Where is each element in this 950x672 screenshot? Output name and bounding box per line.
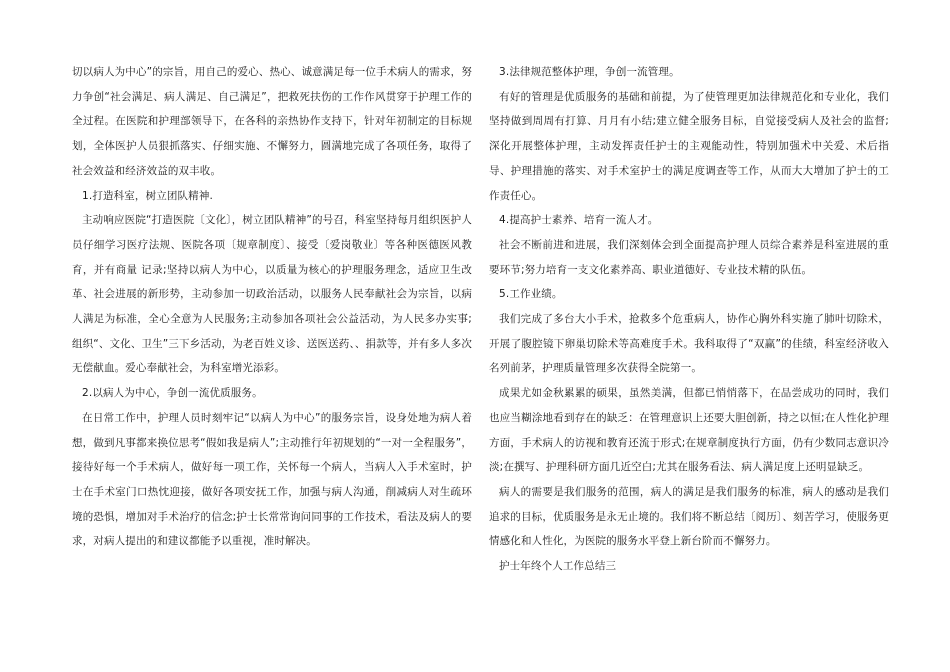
body-paragraph: 病人的需要是我们服务的范围，病人的满足是我们服务的标准，病人的感动是我们追求的目标，优质服务是永无止境的。我们将不断总结〔阅历〕、刻苦学习，使服务更情感化和人性化，为医院的服务水平登上新台阶而不懈努力。	[489, 485, 889, 548]
section-heading-1: 1.打造科室，树立团队精神.	[82, 189, 213, 202]
body-paragraph: 在日常工作中，护理人员时刻牢记“以病人为中心”的服务宗旨，设身处地为病人着想，做到凡事都来换位思考“假如我是病人”;主动推行年初规划的“一对一全程服务”，接待好每一个手术病人，做好每一项工作，关怀每一个病人，当病人入手术室时，护士在手术室门口热忱迎接，做好各项安抚工作，加强与病人沟通，削减病人对生疏环境的恐惧，增加对手术治疗的信念;护士长常常询问同事的工作技术，看法及病人的要求，对病人提出的和建议都能予以重视，准时解决。	[72, 411, 472, 548]
body-paragraph: 社会不断前进和进展，我们深刻体会到全面提高护理人员综合素养是科室进展的重要环节;努力培育一支文化素养高、职业道德好、专业技术精的队伍。	[489, 238, 889, 276]
section-heading-4: 4.提高护士素养、培育一流人才。	[499, 214, 659, 227]
body-paragraph: 有好的管理是优质服务的基础和前提，为了使管理更加法律规范化和专业化，我们坚持做到周周有打算、月月有小结;建立健全服务目标，自觉接受病人及社会的监督;深化开展整体护理，主动发挥责任护士的主观能动性，特别加强术中关爱、术后指导、护理措施的落实、对手术室护士的满足度调查等工作，从而大大增加了护士的工作责任心。	[489, 90, 889, 202]
body-paragraph: 成果尤如金秋累累的硕果，虽然美满，但都已悄悄落下，在品尝成功的同时，我们也应当糊涂地看到存在的缺乏：在管理意识上还要大胆创新，持之以恒;在人性化护理方面，手术病人的访视和教育还流于形式;在规章制度执行方面，仍有少数同志意识冷淡;在撰写、护理科研方面几近空白;尤其在服务看法、病人满足度上还明显缺乏。	[489, 387, 889, 474]
body-paragraph: 主动响应医院“打造医院〔文化〕，树立团队精神”的号召，科室坚持每月组织医护人员仔细学习医疗法规、医院各项〔规章制度〕、接受〔爱岗敬业〕等各种医德医风教育，并有商量 记录;坚持以病人为中心，以质量为核心的护理服务理念，适应卫生改革、社会进展的新形势，主动参加一切政治活动，以服务人民奉献社会为宗旨，以病人满足为标准，全心全意为人民服务;主动参加各项社会公益活动，为人民多办实事;组织“、文化、卫生”三下乡活动，为老百姓义诊、送医送药、、捐款等，并有多人多次无偿献血。爱心奉献社会，为科室增光添彩。	[72, 214, 472, 375]
right-column	[489, 60, 889, 579]
body-paragraph: 切以病人为中心”的宗旨，用自己的爱心、热心、诚意满足每一位手术病人的需求，努力争创“社会满足、病人满足、自己满足”，把救死扶伤的工作作风贯穿于护理工作的全过程。在医院和护理部领导下，在各科的亲热协作支持下，针对年初制定的目标规划，全体医护人员狠抓落实、仔细实施、不懈努力，圆满地完成了各项任务，取得了社会效益和经济效益的双丰收。	[72, 66, 472, 177]
section-heading-5: 5.工作业绩。	[499, 288, 563, 301]
section-heading-3: 3.法律规范整体护理，争创一流管理。	[499, 66, 680, 78]
left-column	[72, 60, 472, 554]
document-subtitle: 护士年终个人工作总结三	[499, 560, 617, 573]
body-paragraph: 我们完成了多台大小手术，抢救多个危重病人，协作心胸外科实施了肺叶切除术，开展了腹腔镜下卵巢切除术等高难度手术。我科取得了“双赢”的佳绩，科室经济收入名列前茅，护理质量管理多次获得全院第一。	[489, 313, 889, 375]
section-heading-2: 2.以病人为中心，争创一流优质服务。	[82, 387, 263, 400]
